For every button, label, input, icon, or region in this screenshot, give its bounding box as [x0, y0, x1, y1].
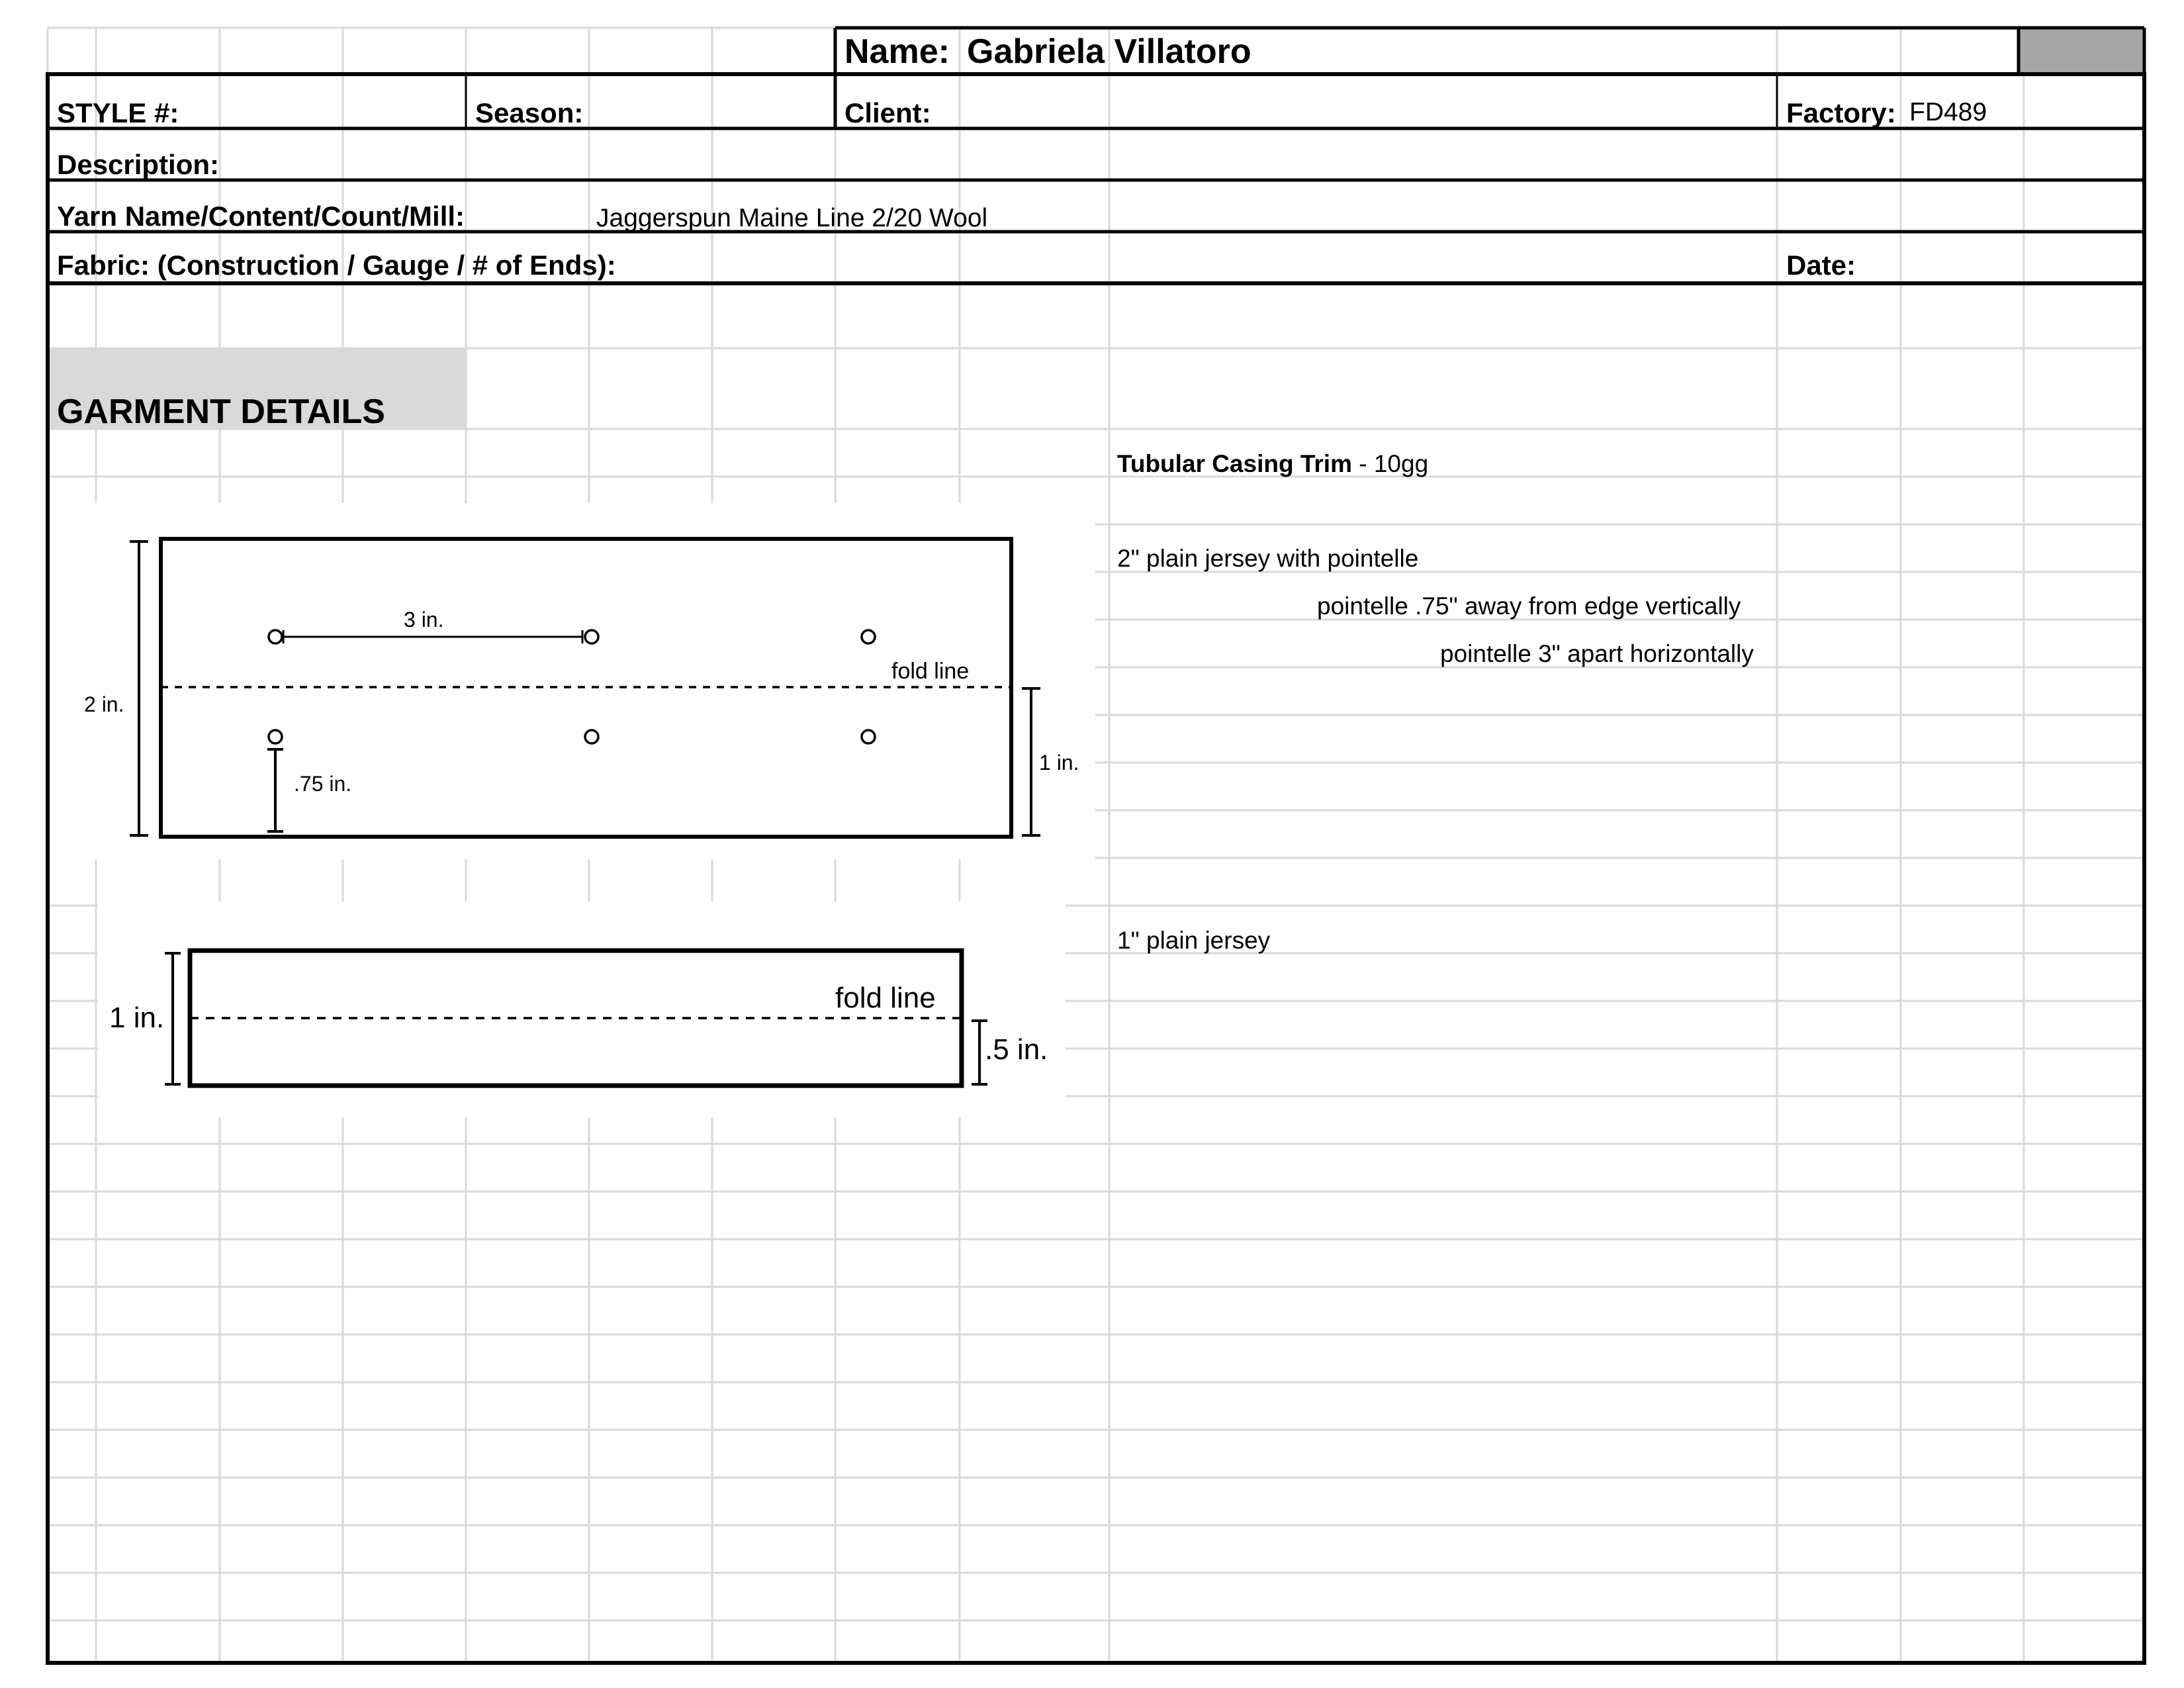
style-label: STYLE #: — [57, 97, 179, 128]
note-line-3: pointelle 3" apart horizontally — [1440, 640, 1754, 667]
name-label: Name: — [844, 32, 950, 71]
description-label: Description: — [57, 149, 220, 180]
factory-label: Factory: — [1786, 97, 1896, 128]
pointelle-hole — [862, 630, 875, 643]
trim-heading — [1117, 451, 1428, 476]
yarn-label: Yarn Name/Content/Count/Mill: — [57, 201, 465, 232]
diagram2-height-label: 1 in. — [109, 1002, 165, 1034]
pointelle-hole — [585, 630, 598, 643]
pointelle-hole — [862, 730, 875, 743]
pointelle-hole — [269, 730, 282, 743]
note-line-1: 2" plain jersey with pointelle — [1117, 545, 1419, 572]
factory-value: FD489 — [1909, 98, 1987, 126]
diagram1-spacing-label: 3 in. — [404, 608, 444, 632]
season-label: Season: — [475, 97, 584, 128]
diagram1-fold-height-label: 1 in. — [1039, 751, 1079, 774]
note-line-4: 1" plain jersey — [1117, 927, 1271, 954]
pointelle-hole — [585, 730, 598, 743]
pointelle-hole — [269, 630, 282, 643]
name-box-fill — [2019, 28, 2144, 74]
name-value: Gabriela Villatoro — [967, 32, 1251, 71]
note-line-2: pointelle .75" away from edge vertically — [1317, 592, 1741, 620]
yarn-value: Jaggerspun Maine Line 2/20 Wool — [596, 204, 988, 232]
section-title: GARMENT DETAILS — [57, 393, 385, 431]
diagram1-edge-offset-label: .75 in. — [294, 772, 352, 796]
client-label: Client: — [844, 97, 931, 128]
diagram1-fold-label: fold line — [891, 659, 970, 684]
trim-gauge: - 10gg — [1351, 450, 1429, 477]
diagram2-fold-label: fold line — [835, 982, 936, 1014]
diagram1-height-label: 2 in. — [84, 692, 124, 716]
fabric-label: Fabric: (Construction / Gauge / # of Ends): — [57, 250, 616, 281]
date-label: Date: — [1786, 250, 1856, 281]
trim-title: Tubular Casing Trim — [1117, 450, 1352, 477]
diagram2-fold-height-label: .5 in. — [985, 1033, 1048, 1066]
